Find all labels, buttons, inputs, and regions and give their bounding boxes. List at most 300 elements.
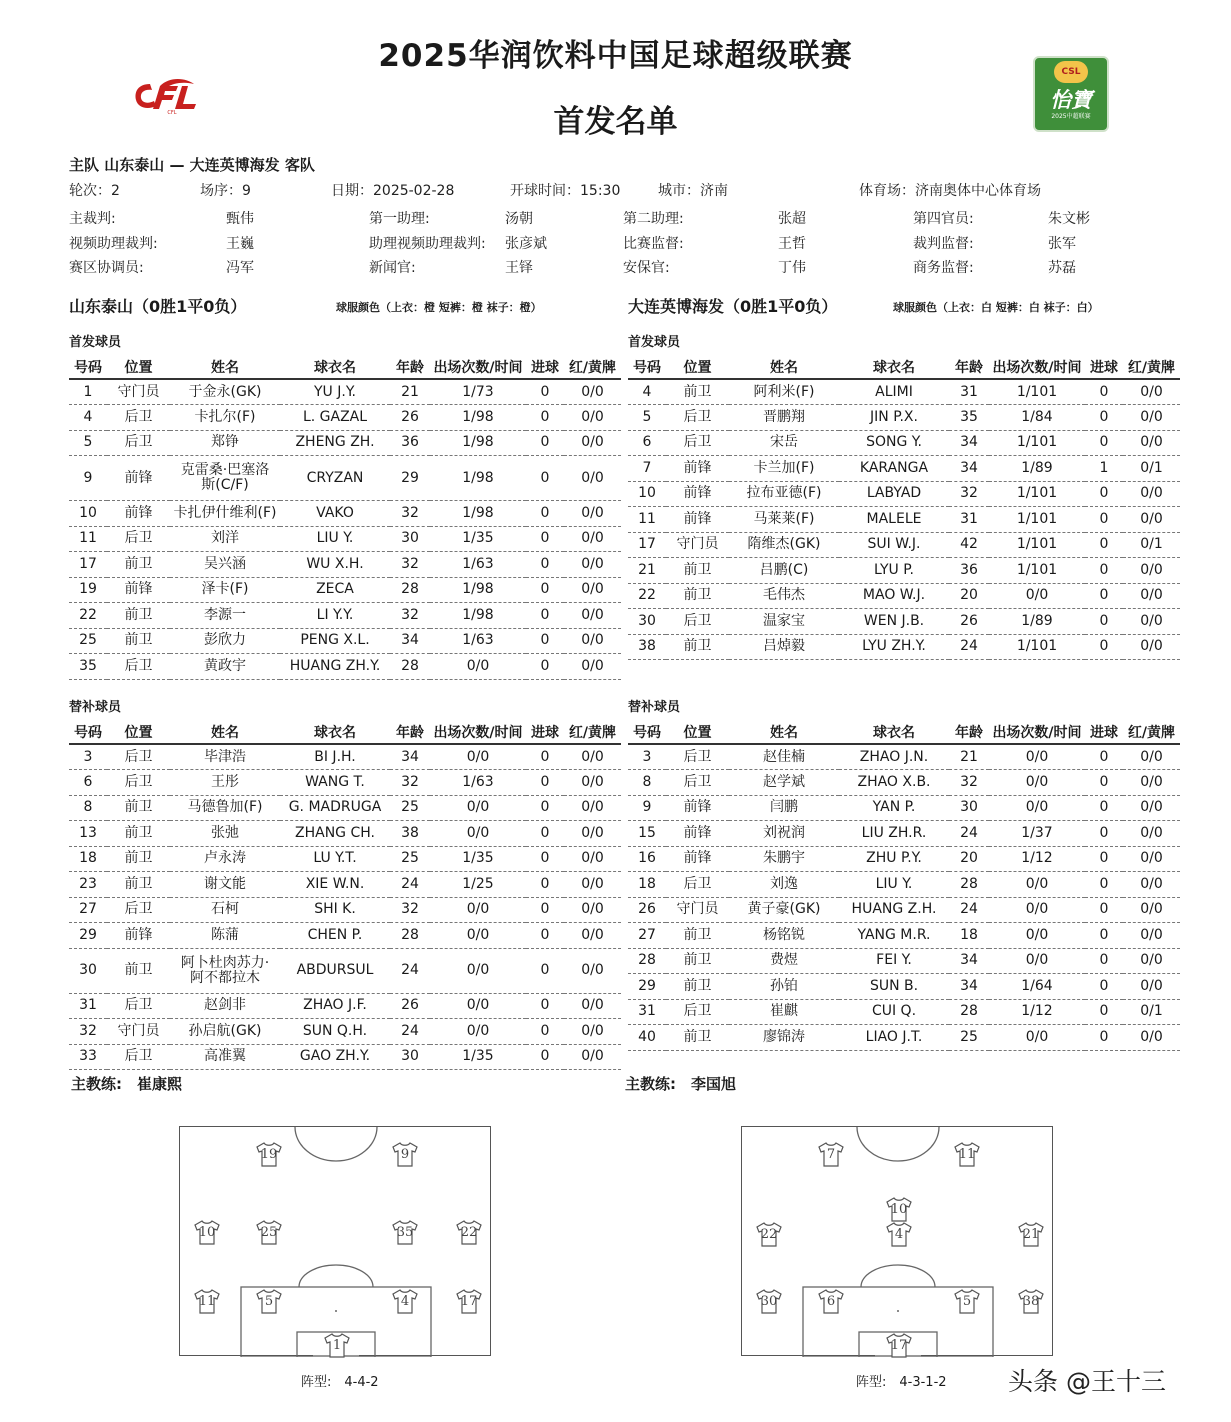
table-cell: 10 <box>628 481 666 507</box>
table-cell: 11 <box>628 507 666 533</box>
table-cell: 前卫 <box>107 603 170 629</box>
table-row <box>628 532 1180 558</box>
table-row <box>628 609 1180 635</box>
table-cell: 29 <box>628 974 666 1000</box>
table-cell: 1/98 <box>430 501 526 527</box>
shirt-number: 22 <box>760 1227 778 1242</box>
table-cell: 0/0 <box>564 1044 621 1070</box>
table-cell: 陈蒲 <box>170 923 280 949</box>
table-cell: 35 <box>69 654 107 680</box>
table-cell: 25 <box>69 628 107 654</box>
table-row <box>69 1044 621 1070</box>
table-cell: 32 <box>390 770 430 796</box>
column-header: 出场次数/时间 <box>430 355 526 379</box>
column-header: 位置 <box>666 355 729 379</box>
kickoff-time: 开球时间：15:30 <box>510 183 621 199</box>
table-cell: 0 <box>526 379 564 405</box>
table-cell: 0/0 <box>1123 634 1180 660</box>
table-cell: 0/0 <box>989 948 1085 974</box>
table-cell: PENG X.L. <box>280 628 390 654</box>
official-name: 王铎 <box>505 260 533 276</box>
page-title: 2025华润饮料中国足球超级联赛 <box>378 38 853 74</box>
table-cell: 张弛 <box>170 821 280 847</box>
table-cell: 克雷桑·巴塞洛斯(C/F) <box>170 456 280 501</box>
column-header: 姓名 <box>729 355 839 379</box>
table-cell: LI Y.Y. <box>280 603 390 629</box>
table-cell: 0/0 <box>430 795 526 821</box>
table-cell: L. GAZAL <box>280 405 390 431</box>
column-header: 出场次数/时间 <box>430 720 526 744</box>
table-row <box>628 923 1180 949</box>
table-cell: 0/0 <box>989 897 1085 923</box>
table-cell: 杨铭锐 <box>729 923 839 949</box>
table-row <box>628 770 1180 796</box>
table-cell: 0 <box>1085 795 1123 821</box>
table-cell: WANG T. <box>280 770 390 796</box>
table-row <box>628 999 1180 1025</box>
table-cell: 29 <box>390 456 430 501</box>
table-cell: 守门员 <box>107 1019 170 1045</box>
official-row <box>0 234 1231 254</box>
table-cell: 9 <box>69 456 107 501</box>
table-cell: WU X.H. <box>280 552 390 578</box>
table-cell: 0/0 <box>564 993 621 1019</box>
table-cell: 27 <box>628 923 666 949</box>
shirt-number: 11 <box>958 1147 976 1162</box>
table-cell: 0 <box>526 897 564 923</box>
official-name: 张超 <box>778 211 806 227</box>
table-cell: 前卫 <box>666 583 729 609</box>
table-cell: 毕津浩 <box>170 744 280 770</box>
cfl-logo <box>130 76 214 116</box>
official-role: 赛区协调员: <box>69 260 144 276</box>
table-cell: 28 <box>390 577 430 603</box>
official-role: 裁判监督: <box>913 236 974 252</box>
table-cell: 0 <box>526 948 564 993</box>
table-cell: 28 <box>628 948 666 974</box>
table-cell: ZHAO J.F. <box>280 993 390 1019</box>
table-cell: SHI K. <box>280 897 390 923</box>
table-cell: 高准翼 <box>170 1044 280 1070</box>
table-cell: 0 <box>1085 481 1123 507</box>
table-cell: 后卫 <box>666 609 729 635</box>
player-shirt-icon <box>391 1219 419 1245</box>
shirt-number: 21 <box>1022 1227 1040 1242</box>
table-cell: 24 <box>390 1019 430 1045</box>
table-header-row <box>628 355 1180 379</box>
player-shirt-icon <box>255 1219 283 1245</box>
table-cell: 后卫 <box>107 1044 170 1070</box>
column-header: 出场次数/时间 <box>989 355 1085 379</box>
table-row <box>69 846 621 872</box>
table-cell: 0/0 <box>564 846 621 872</box>
table-cell: 1/73 <box>430 379 526 405</box>
table-cell: 0/0 <box>1123 974 1180 1000</box>
table-cell: 前卫 <box>107 846 170 872</box>
column-header: 进球 <box>526 720 564 744</box>
table-cell: 0/0 <box>989 795 1085 821</box>
shirt-number: 22 <box>460 1225 478 1240</box>
away-subs-table <box>628 720 1180 1051</box>
table-cell: 卡扎伊什维利(F) <box>170 501 280 527</box>
official-row <box>0 258 1231 278</box>
shirt-number: 5 <box>264 1294 274 1309</box>
table-header-row <box>69 355 621 379</box>
table-cell: 34 <box>949 456 989 482</box>
table-cell: 黄子豪(GK) <box>729 897 839 923</box>
table-cell: CUI Q. <box>839 999 949 1025</box>
table-cell: 赵佳楠 <box>729 744 839 770</box>
table-row <box>69 872 621 898</box>
table-cell: 前锋 <box>107 456 170 501</box>
table-cell: 30 <box>949 795 989 821</box>
table-cell: ALIMI <box>839 379 949 405</box>
table-cell: 26 <box>390 993 430 1019</box>
table-cell: 0/0 <box>1123 795 1180 821</box>
table-cell: 1/89 <box>989 609 1085 635</box>
table-cell: 0/0 <box>1123 379 1180 405</box>
shirt-number: 17 <box>890 1338 908 1353</box>
table-cell: 0 <box>526 501 564 527</box>
column-header: 号码 <box>69 355 107 379</box>
table-cell: 0/1 <box>1123 999 1180 1025</box>
table-cell: 前卫 <box>666 558 729 584</box>
table-cell: 25 <box>949 1025 989 1051</box>
matchup-line: 主队 山东泰山 — 大连英博海发 客队 <box>69 156 315 174</box>
shirt-number: 35 <box>396 1225 414 1240</box>
table-cell: 4 <box>69 405 107 431</box>
table-cell: 0 <box>1085 583 1123 609</box>
shirt-number: 4 <box>894 1227 904 1242</box>
table-cell: 0 <box>1085 770 1123 796</box>
table-cell: 1/63 <box>430 770 526 796</box>
table-cell: YU J.Y. <box>280 379 390 405</box>
table-cell: 温家宝 <box>729 609 839 635</box>
player-shirt-icon <box>953 1288 981 1314</box>
table-cell: LABYAD <box>839 481 949 507</box>
table-row <box>69 795 621 821</box>
table-cell: 0/0 <box>430 993 526 1019</box>
table-cell: SONG Y. <box>839 430 949 456</box>
table-cell: 30 <box>390 1044 430 1070</box>
official-role: 比赛监督: <box>623 236 684 252</box>
column-header: 年龄 <box>390 720 430 744</box>
table-cell: 马莱莱(F) <box>729 507 839 533</box>
table-cell: 后卫 <box>107 405 170 431</box>
table-cell: 0 <box>526 430 564 456</box>
player-shirt-icon <box>885 1221 913 1247</box>
official-role: 助理视频助理裁判: <box>369 236 486 252</box>
table-cell: 0/0 <box>1123 609 1180 635</box>
away-kit-colors: 球服颜色（上衣：白 短裤：白 袜子：白） <box>893 301 1099 314</box>
table-row <box>69 654 621 680</box>
table-cell: LU Y.T. <box>280 846 390 872</box>
official-name: 张军 <box>1048 236 1076 252</box>
table-cell: 1 <box>1085 456 1123 482</box>
table-cell: 32 <box>949 770 989 796</box>
table-cell: ABDURSUL <box>280 948 390 993</box>
table-cell: 31 <box>949 507 989 533</box>
table-cell: 0/0 <box>430 744 526 770</box>
official-role: 商务监督: <box>913 260 974 276</box>
table-cell: 0/0 <box>989 583 1085 609</box>
player-shirt-icon <box>755 1288 783 1314</box>
shirt-number: 7 <box>826 1147 836 1162</box>
table-cell: 0/0 <box>1123 430 1180 456</box>
table-row <box>69 456 621 501</box>
table-cell: 0/0 <box>1123 770 1180 796</box>
match-info-row <box>0 181 1231 201</box>
table-cell: 1/64 <box>989 974 1085 1000</box>
player-shirt-icon <box>455 1288 483 1314</box>
table-cell: 27 <box>69 897 107 923</box>
table-cell: 24 <box>949 897 989 923</box>
table-row <box>628 558 1180 584</box>
table-cell: 0/0 <box>1123 923 1180 949</box>
table-cell: 0/0 <box>564 628 621 654</box>
table-cell: 1/37 <box>989 821 1085 847</box>
table-cell: 1/98 <box>430 456 526 501</box>
table-cell: 石柯 <box>170 897 280 923</box>
table-cell: 后卫 <box>666 430 729 456</box>
table-cell: 32 <box>949 481 989 507</box>
table-cell: 0/0 <box>564 577 621 603</box>
column-header: 进球 <box>1085 355 1123 379</box>
table-cell: 阿利米(F) <box>729 379 839 405</box>
player-shirt-icon <box>193 1219 221 1245</box>
official-name: 王巍 <box>226 236 254 252</box>
table-cell: 7 <box>628 456 666 482</box>
player-shirt-icon <box>455 1219 483 1245</box>
table-cell: 前卫 <box>666 634 729 660</box>
table-row <box>69 379 621 405</box>
table-cell: 19 <box>69 577 107 603</box>
table-cell: 0 <box>526 846 564 872</box>
table-cell: MALELE <box>839 507 949 533</box>
table-cell: HUANG ZH.Y. <box>280 654 390 680</box>
table-cell: 卡扎尔(F) <box>170 405 280 431</box>
table-cell: 后卫 <box>666 405 729 431</box>
table-cell: 1/101 <box>989 481 1085 507</box>
shirt-number: 17 <box>460 1294 478 1309</box>
column-header: 姓名 <box>170 355 280 379</box>
table-cell: 0/0 <box>430 923 526 949</box>
table-cell: 3 <box>628 744 666 770</box>
column-header: 进球 <box>526 355 564 379</box>
table-cell: 前锋 <box>666 821 729 847</box>
table-cell: 后卫 <box>666 999 729 1025</box>
table-cell: 于金永(GK) <box>170 379 280 405</box>
table-cell: 后卫 <box>107 897 170 923</box>
table-cell: 9 <box>628 795 666 821</box>
table-cell: 0 <box>526 821 564 847</box>
column-header: 年龄 <box>390 355 430 379</box>
table-cell: 后卫 <box>666 872 729 898</box>
player-shirt-icon <box>391 1288 419 1314</box>
column-header: 红/黄牌 <box>564 355 621 379</box>
table-cell: 前卫 <box>107 821 170 847</box>
home-subs-title: 替补球员 <box>69 700 122 715</box>
table-cell: 0 <box>526 405 564 431</box>
home-subs-table <box>69 720 621 1070</box>
table-cell: 1/101 <box>989 379 1085 405</box>
table-cell: 0 <box>526 603 564 629</box>
table-cell: HUANG Z.H. <box>839 897 949 923</box>
table-cell: 1/101 <box>989 532 1085 558</box>
table-cell: 0 <box>526 744 564 770</box>
table-cell: 孙铂 <box>729 974 839 1000</box>
official-name: 汤朝 <box>505 211 533 227</box>
table-cell: 1/63 <box>430 552 526 578</box>
table-row <box>628 379 1180 405</box>
table-cell: 24 <box>390 872 430 898</box>
table-cell: 32 <box>390 897 430 923</box>
table-cell: 10 <box>69 501 107 527</box>
table-cell: 0/0 <box>989 770 1085 796</box>
table-cell: 15 <box>628 821 666 847</box>
table-cell: 0/0 <box>1123 405 1180 431</box>
table-cell: 0/0 <box>1123 846 1180 872</box>
table-cell: 前卫 <box>666 923 729 949</box>
table-cell: 31 <box>628 999 666 1025</box>
official-role: 新闻官: <box>369 260 416 276</box>
table-cell: SUN B. <box>839 974 949 1000</box>
table-cell: 1/101 <box>989 634 1085 660</box>
table-cell: 18 <box>949 923 989 949</box>
table-cell: 1/35 <box>430 526 526 552</box>
table-cell: 0/0 <box>1123 481 1180 507</box>
table-cell: 谢文能 <box>170 872 280 898</box>
column-header: 位置 <box>666 720 729 744</box>
column-header: 出场次数/时间 <box>989 720 1085 744</box>
page-subtitle: 首发名单 <box>553 104 678 140</box>
table-cell: 1/98 <box>430 430 526 456</box>
table-cell: 0 <box>1085 558 1123 584</box>
table-cell: 崔麒 <box>729 999 839 1025</box>
table-cell: 郑铮 <box>170 430 280 456</box>
table-cell: SUN Q.H. <box>280 1019 390 1045</box>
table-cell: 0/0 <box>564 948 621 993</box>
table-cell: 0/0 <box>989 872 1085 898</box>
away-formation: 阵型: 4-3-1-2 <box>856 1375 947 1390</box>
away-starters-title: 首发球员 <box>628 335 681 350</box>
table-cell: 后卫 <box>666 770 729 796</box>
table-cell: 26 <box>949 609 989 635</box>
table-cell: LYU ZH.Y. <box>839 634 949 660</box>
table-cell: 卢永涛 <box>170 846 280 872</box>
table-cell: 1/98 <box>430 405 526 431</box>
table-cell: 0/0 <box>564 456 621 501</box>
table-cell: 守门员 <box>666 897 729 923</box>
table-cell: 1/35 <box>430 846 526 872</box>
table-cell: ZECA <box>280 577 390 603</box>
column-header: 位置 <box>107 720 170 744</box>
table-cell: 前锋 <box>666 456 729 482</box>
svg-text:CFL: CFL <box>167 110 177 116</box>
table-cell: 0/0 <box>1123 948 1180 974</box>
table-cell: 28 <box>390 923 430 949</box>
table-cell: MAO W.J. <box>839 583 949 609</box>
table-cell: ZHU P.Y. <box>839 846 949 872</box>
column-header: 姓名 <box>170 720 280 744</box>
table-cell: 孙启航(GK) <box>170 1019 280 1045</box>
column-header: 球衣名 <box>280 355 390 379</box>
table-row <box>69 993 621 1019</box>
official-role: 主裁判: <box>69 211 116 227</box>
table-cell: 0 <box>526 872 564 898</box>
column-header: 红/黄牌 <box>1123 720 1180 744</box>
table-cell: 32 <box>69 1019 107 1045</box>
column-header: 号码 <box>69 720 107 744</box>
table-cell: 8 <box>69 795 107 821</box>
table-cell: 前锋 <box>666 795 729 821</box>
table-cell: CHEN P. <box>280 923 390 949</box>
table-row <box>69 897 621 923</box>
home-formation-pitch <box>179 1126 491 1356</box>
table-cell: 后卫 <box>666 744 729 770</box>
column-header: 进球 <box>1085 720 1123 744</box>
table-cell: ZHAO X.B. <box>839 770 949 796</box>
table-cell: 0/0 <box>430 897 526 923</box>
table-cell: 宋岳 <box>729 430 839 456</box>
table-cell: 1/25 <box>430 872 526 898</box>
away-subs-title: 替补球员 <box>628 700 681 715</box>
table-cell: SUI W.J. <box>839 532 949 558</box>
table-cell: ZHANG CH. <box>280 821 390 847</box>
official-row <box>0 209 1231 229</box>
city: 城市：济南 <box>658 183 728 199</box>
table-cell: 1/98 <box>430 603 526 629</box>
column-header: 红/黄牌 <box>564 720 621 744</box>
table-cell: 费煜 <box>729 948 839 974</box>
table-cell: 26 <box>390 405 430 431</box>
away-team-name: 大连英博海发（0胜1平0负） <box>628 297 838 316</box>
table-cell: 0 <box>526 552 564 578</box>
table-row <box>69 501 621 527</box>
table-cell: 泽卡(F) <box>170 577 280 603</box>
table-cell: 0 <box>1085 948 1123 974</box>
table-cell: 刘洋 <box>170 526 280 552</box>
table-cell: 0/0 <box>564 872 621 898</box>
table-cell: 3 <box>69 744 107 770</box>
table-cell: 29 <box>69 923 107 949</box>
column-header: 球衣名 <box>839 720 949 744</box>
table-cell: 23 <box>69 872 107 898</box>
shirt-number: 11 <box>198 1294 216 1309</box>
table-cell: 前卫 <box>107 795 170 821</box>
table-cell: 0/0 <box>430 821 526 847</box>
table-cell: 30 <box>628 609 666 635</box>
table-header-row <box>628 720 1180 744</box>
table-cell: 1/12 <box>989 999 1085 1025</box>
table-cell: 1/98 <box>430 577 526 603</box>
table-cell: 0 <box>1085 405 1123 431</box>
table-cell: 0/0 <box>430 948 526 993</box>
watermark: 头条 @王十三 <box>1008 1367 1166 1396</box>
table-cell: 1/101 <box>989 558 1085 584</box>
column-header: 号码 <box>628 720 666 744</box>
table-cell: ZHENG ZH. <box>280 430 390 456</box>
table-cell: 21 <box>949 744 989 770</box>
table-cell: 0/0 <box>1123 1025 1180 1051</box>
table-row <box>69 430 621 456</box>
official-name: 朱文彬 <box>1048 211 1090 227</box>
shirt-number: 10 <box>890 1202 908 1217</box>
table-cell: 1/63 <box>430 628 526 654</box>
home-starters-title: 首发球员 <box>69 335 122 350</box>
official-role: 第二助理: <box>623 211 684 227</box>
table-cell: 前卫 <box>107 628 170 654</box>
